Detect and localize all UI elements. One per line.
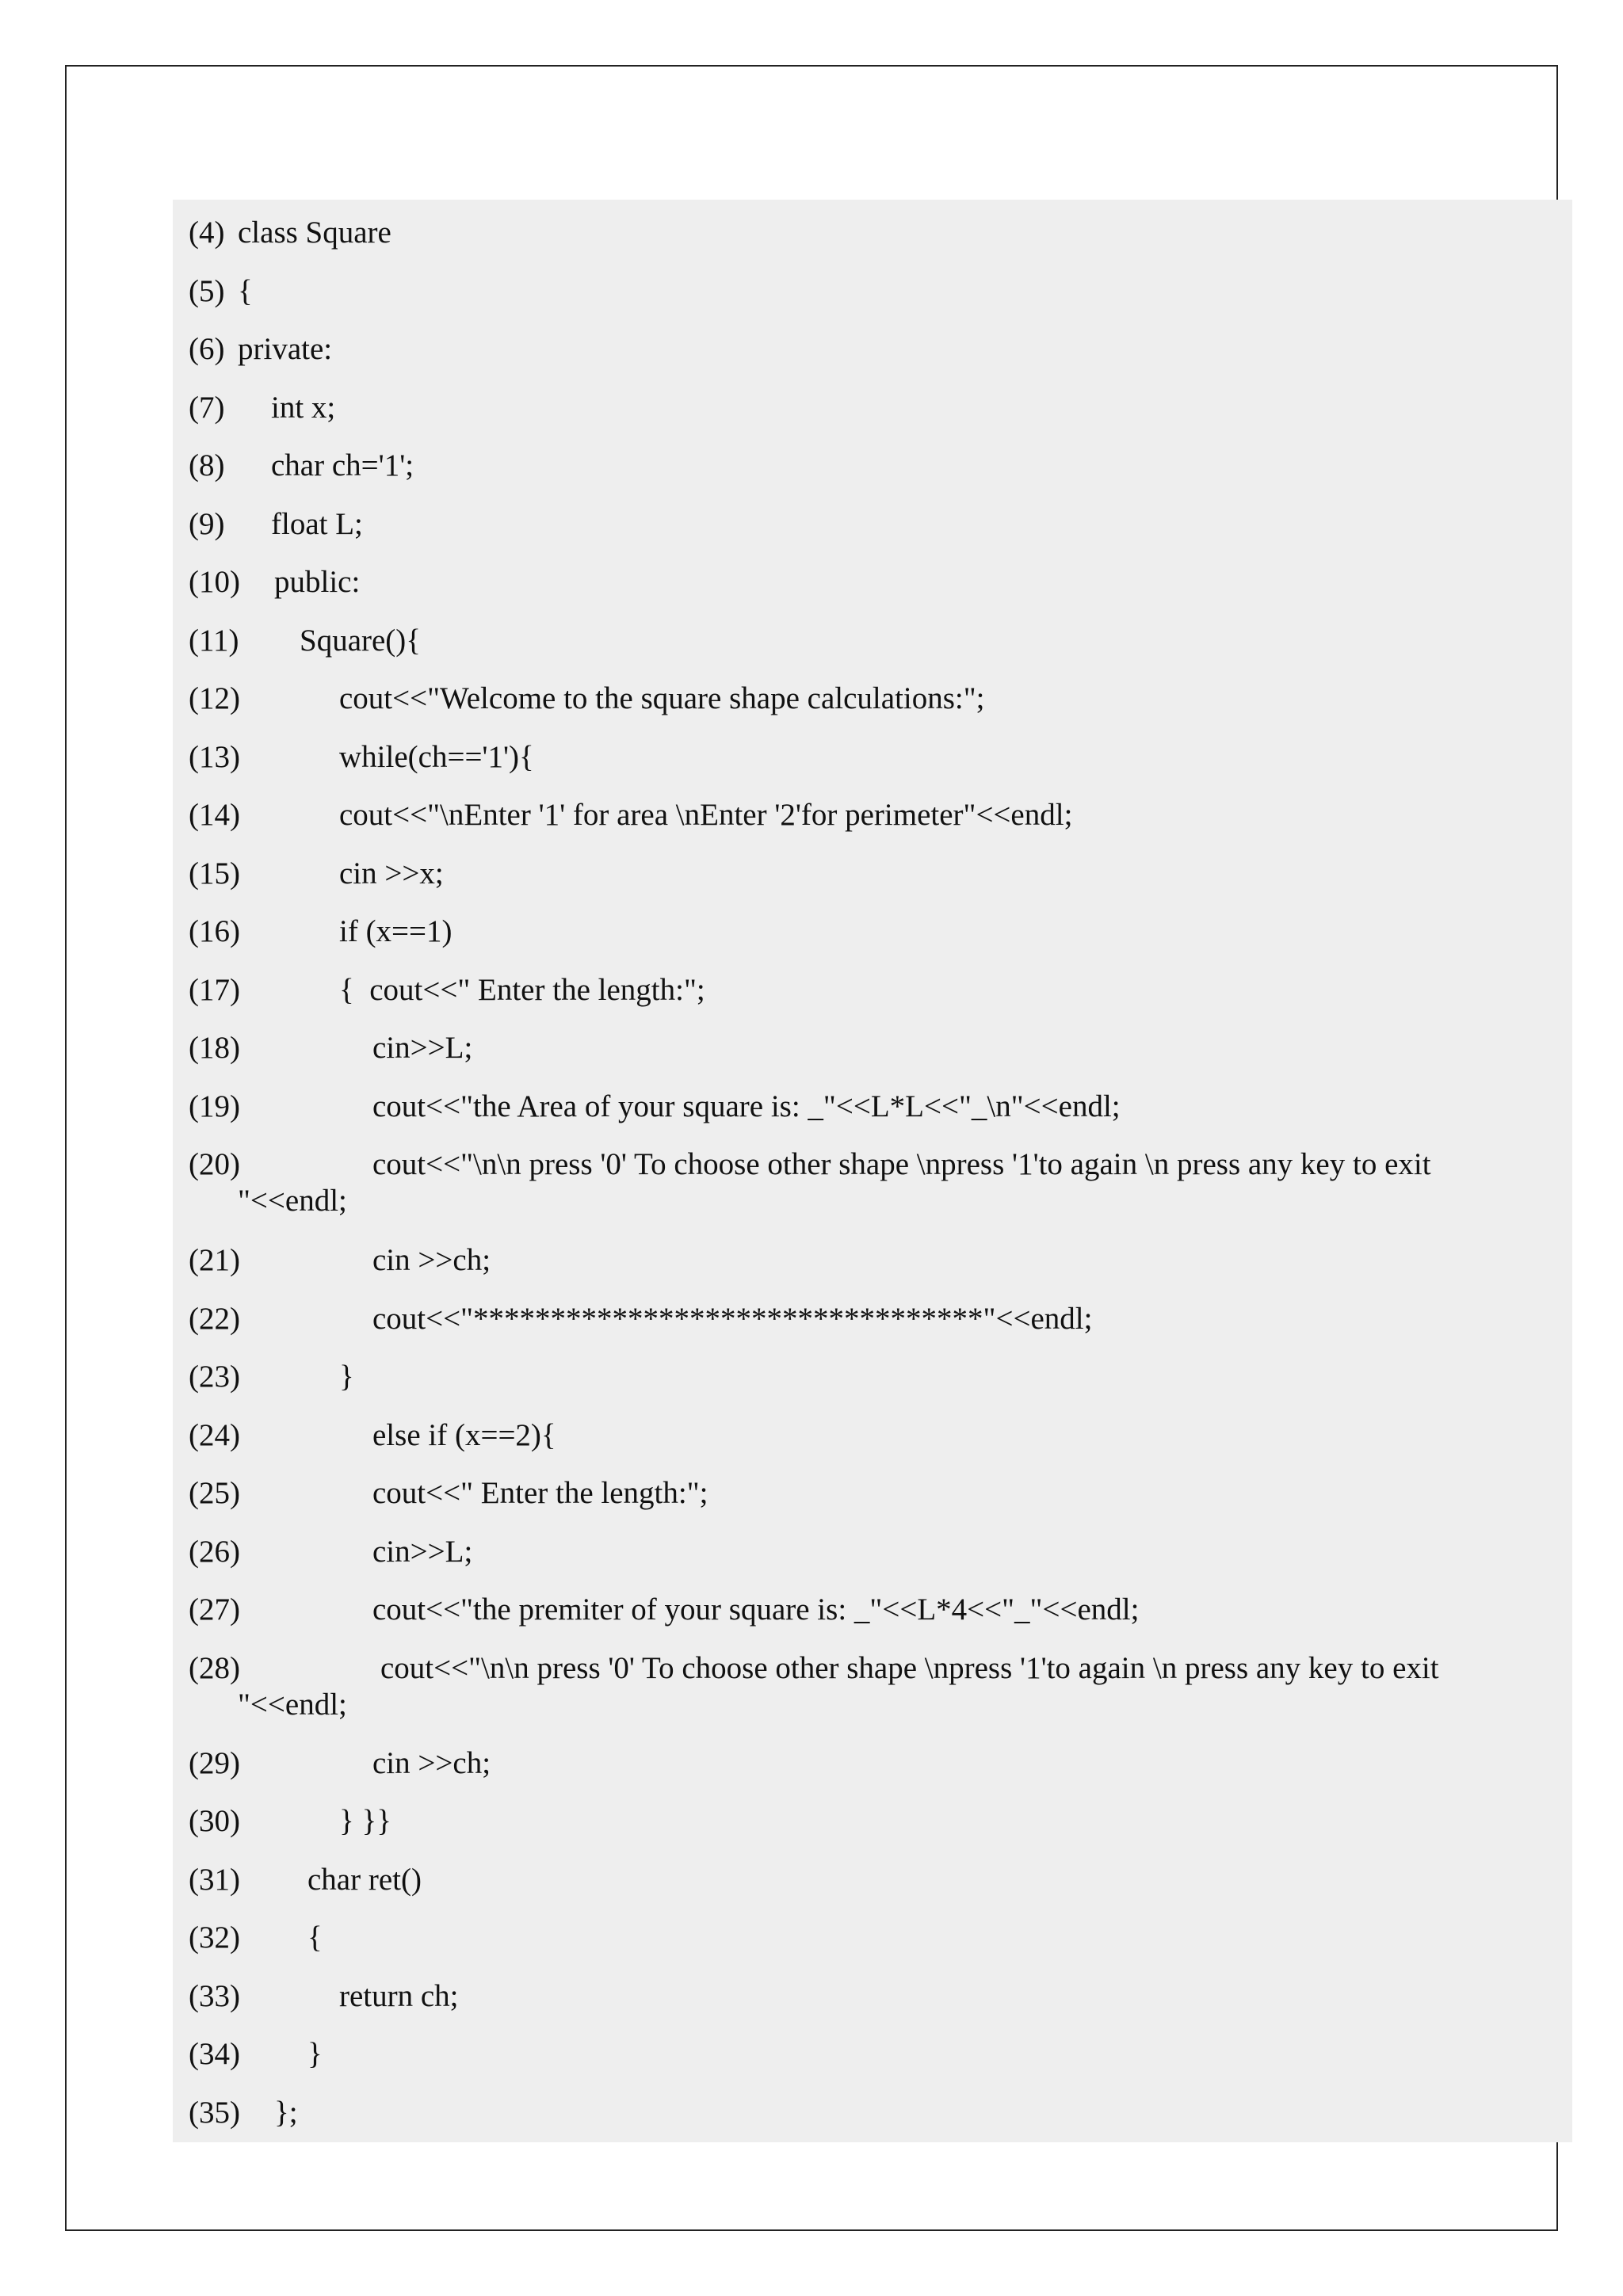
- code-text: }: [307, 2037, 323, 2071]
- line-number: (11): [189, 624, 239, 658]
- code-text: cout<<"\n\n press '0' To choose other shape \npress '1'to again \n press any key to exit: [372, 1147, 1431, 1181]
- line-number: (23): [189, 1360, 240, 1394]
- code-block: [173, 200, 1572, 2142]
- line-number: (13): [189, 740, 240, 774]
- code-text: cin >>x;: [339, 856, 444, 891]
- line-number: (22): [189, 1302, 240, 1336]
- line-number: (24): [189, 1418, 240, 1452]
- line-number: (18): [189, 1031, 240, 1065]
- line-number: (32): [189, 1920, 240, 1955]
- line-number: (33): [189, 1979, 240, 2013]
- line-number: (4): [189, 215, 225, 250]
- line-number: (27): [189, 1592, 240, 1627]
- code-text: return ch;: [339, 1979, 459, 2013]
- line-number: (28): [189, 1651, 240, 1685]
- code-text: int x;: [271, 391, 336, 425]
- code-text: cout<<"*********************************"<<endl;: [372, 1302, 1093, 1336]
- code-text: {: [307, 1920, 323, 1955]
- line-number: (21): [189, 1243, 240, 1277]
- code-text: cout<<"the premiter of your square is: _"<<L*4<<"_"<<endl;: [372, 1592, 1140, 1627]
- line-number: (26): [189, 1535, 240, 1569]
- code-text: cout<<" Enter the length:";: [372, 1476, 708, 1510]
- line-number: (34): [189, 2037, 240, 2071]
- line-number: (14): [189, 798, 240, 832]
- code-text: private:: [238, 332, 333, 366]
- line-number: (10): [189, 565, 240, 599]
- code-text: };: [274, 2096, 298, 2130]
- code-text: }: [339, 1360, 354, 1394]
- line-number: (5): [189, 274, 225, 308]
- code-text: cout<<"\nEnter '1' for area \nEnter '2'for perimeter"<<endl;: [339, 798, 1073, 832]
- code-text: char ch='1';: [271, 448, 414, 482]
- line-number: (25): [189, 1476, 240, 1510]
- code-text: } }}: [339, 1804, 391, 1838]
- code-text: else if (x==2){: [372, 1418, 556, 1452]
- code-text: { cout<<" Enter the length:";: [339, 973, 705, 1007]
- code-text: cout<<"the Area of your square is: _"<<L*L<<"_\n"<<endl;: [372, 1089, 1121, 1123]
- code-text: char ret(): [307, 1863, 422, 1897]
- code-text: if (x==1): [339, 914, 453, 948]
- code-text: cin>>L;: [372, 1535, 473, 1569]
- code-text: float L;: [271, 507, 363, 541]
- code-text: cin >>ch;: [372, 1243, 491, 1277]
- code-text: Square(){: [300, 624, 421, 658]
- line-number: (15): [189, 856, 240, 891]
- code-text: class Square: [238, 215, 391, 250]
- code-text: cout<<"\n\n press '0' To choose other shape \npress '1'to again \n press any key to exit: [380, 1651, 1439, 1685]
- line-number: (9): [189, 507, 225, 541]
- line-number: (19): [189, 1089, 240, 1123]
- code-text-continuation: "<<endl;: [238, 1688, 347, 1722]
- line-number: (6): [189, 332, 225, 366]
- code-text: public:: [274, 565, 361, 599]
- line-number: (29): [189, 1746, 240, 1780]
- line-number: (35): [189, 2096, 240, 2130]
- line-number: (20): [189, 1147, 240, 1181]
- line-number: (17): [189, 973, 240, 1007]
- line-number: (8): [189, 448, 225, 482]
- line-number: (16): [189, 914, 240, 948]
- line-number: (12): [189, 681, 240, 715]
- line-number: (31): [189, 1863, 240, 1897]
- code-text: while(ch=='1'){: [339, 740, 534, 774]
- code-text-continuation: "<<endl;: [238, 1184, 347, 1218]
- code-text: cin>>L;: [372, 1031, 473, 1065]
- code-text: cin >>ch;: [372, 1746, 491, 1780]
- code-text: {: [238, 274, 253, 308]
- code-line-35: [173, 2095, 1572, 2241]
- line-number: (30): [189, 1804, 240, 1838]
- line-number: (7): [189, 391, 225, 425]
- code-text: cout<<"Welcome to the square shape calculations:";: [339, 681, 985, 715]
